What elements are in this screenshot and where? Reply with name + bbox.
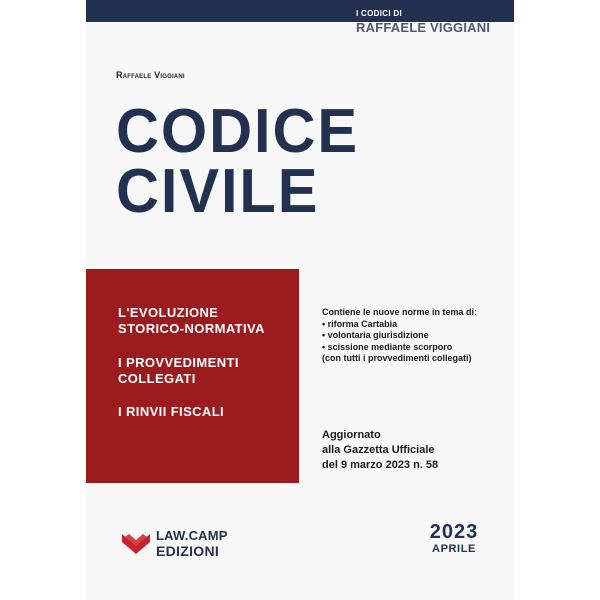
feature-line: COLLEGATI xyxy=(118,371,196,386)
title-line-1: CODICE xyxy=(116,97,360,166)
list-item: • scissione mediante scorporo xyxy=(322,342,512,354)
title-line-2: CIVILE xyxy=(116,157,320,226)
features-panel xyxy=(86,269,299,483)
feature-rinvii xyxy=(118,404,224,420)
edition-month: APRILE xyxy=(432,543,476,555)
publisher-line-2: EDIZIONI xyxy=(156,543,220,559)
publisher-name xyxy=(156,529,228,558)
series-label: I CODICI DI xyxy=(356,9,402,18)
feature-line: L'EVOLUZIONE xyxy=(118,305,219,320)
chevron-heart-icon xyxy=(120,530,152,556)
news-intro: Contiene le nuove norme in tema di: xyxy=(322,307,478,317)
feature-line: I RINVII FISCALI xyxy=(118,404,225,419)
series-name: RAFFAELE VIGGIANI xyxy=(356,20,491,35)
book-title xyxy=(116,97,360,226)
update-line-1: Aggiornato xyxy=(322,429,381,441)
series-header xyxy=(356,10,506,34)
update-line-3: del 9 marzo 2023 n. 58 xyxy=(322,459,439,471)
new-norms-block xyxy=(322,307,512,365)
update-info xyxy=(322,428,512,473)
edition-date xyxy=(422,522,486,555)
author-name: Raffaele Viggiani xyxy=(116,70,185,80)
feature-evoluzione xyxy=(118,305,265,337)
publisher-line-1: LAW.CAMP xyxy=(156,528,228,543)
feature-line: I PROVVEDIMENTI xyxy=(118,355,239,370)
edition-year: 2023 xyxy=(429,521,479,543)
update-line-2: alla Gazzetta Ufficiale xyxy=(322,444,435,456)
news-note: (con tutti i provvedimenti collegati) xyxy=(322,353,472,363)
feature-provvedimenti xyxy=(118,355,239,387)
book-cover xyxy=(86,0,514,600)
feature-line: STORICO-NORMATIVA xyxy=(118,321,265,336)
news-bullet-list xyxy=(322,319,512,354)
publisher-logo xyxy=(116,524,246,564)
list-item: • riforma Cartabia xyxy=(322,319,512,331)
list-item: • volontaria giurisdizione xyxy=(322,330,512,342)
